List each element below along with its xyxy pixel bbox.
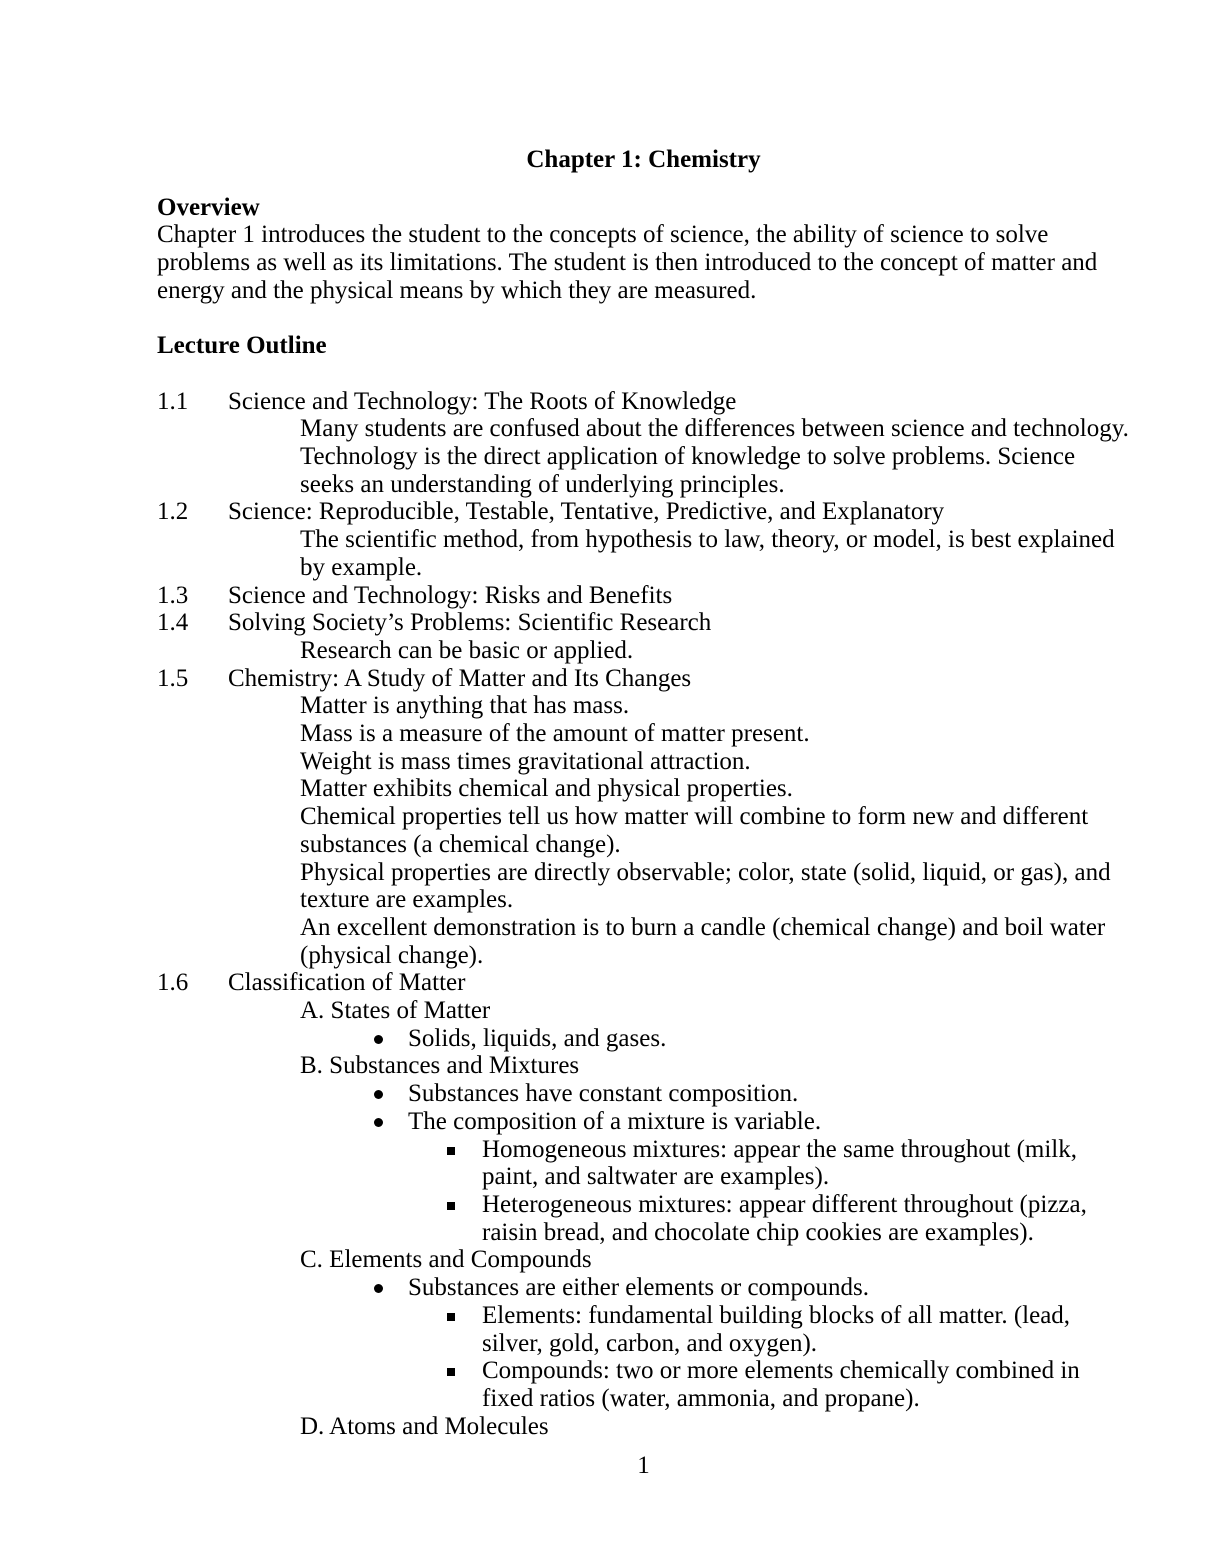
letter-heading: D. Atoms and Molecules	[300, 1412, 549, 1440]
bullet-text: The composition of a mixture is variable.	[408, 1107, 822, 1135]
item-note: Mass is a measure of the amount of matter present.	[300, 720, 810, 748]
item-number: 1.2	[157, 498, 189, 526]
item-note: Matter is anything that has mass.	[300, 692, 630, 720]
outline-item	[157, 498, 1130, 581]
item-note: Chemical properties tell us how matter will combine to form new and different substances (a chemical change).	[300, 803, 1089, 858]
bullet-square-icon	[447, 1202, 455, 1210]
outline-item-head	[157, 582, 1130, 610]
item-note: Physical properties are directly observable; color, state (solid, liquid, or gas), and texture are examples.	[300, 858, 1111, 914]
item-title: Chemistry: A Study of Matter and Its Changes	[228, 664, 692, 692]
outline-item-head	[157, 969, 1130, 997]
bullet-item	[157, 1136, 1130, 1191]
document-content	[157, 146, 1130, 1440]
bullet-item	[157, 1025, 1130, 1053]
bullet-text: Compounds: two or more elements chemically combined in fixed ratios (water, ammonia, and propane).	[482, 1357, 1080, 1412]
page-title: Chapter 1: Chemistry	[526, 146, 761, 173]
bullet-dot-icon	[374, 1284, 383, 1293]
bullet-square-icon	[447, 1147, 455, 1155]
page-number: 1	[637, 1452, 650, 1479]
bullet-square-icon	[447, 1313, 455, 1321]
bullet-item	[157, 1191, 1130, 1246]
item-note: The scientific method, from hypothesis to law, theory, or model, is best explained by example.	[300, 526, 1115, 581]
bullet-text: Solids, liquids, and gases.	[408, 1024, 667, 1052]
item-title: Science and Technology: The Roots of Knowledge	[228, 387, 737, 415]
item-title: Science and Technology: Risks and Benefits	[228, 581, 673, 609]
bullet-text: Substances are either elements or compounds.	[408, 1274, 869, 1302]
letter-heading: B. Substances and Mixtures	[300, 1052, 580, 1080]
bullet-item	[157, 1080, 1130, 1108]
outline-item	[157, 665, 1130, 970]
bullet-dot-icon	[374, 1118, 383, 1127]
outline-item	[157, 969, 1130, 1440]
bullet-item	[157, 1302, 1130, 1357]
item-title: Science: Reproducible, Testable, Tentative, Predictive, and Explanatory	[228, 498, 945, 526]
item-note: Many students are confused about the differences between science and technology.	[300, 415, 1129, 443]
item-note: Technology is the direct application of knowledge to solve problems. Science seeks an understanding of underlying principles.	[300, 443, 1076, 498]
item-note: Research can be basic or applied.	[300, 636, 634, 664]
item-number: 1.4	[157, 609, 189, 637]
item-number: 1.6	[157, 969, 189, 997]
outline-item-head	[157, 609, 1130, 637]
bullet-square-icon	[447, 1368, 455, 1376]
outline-item	[157, 388, 1130, 499]
bullet-text: Elements: fundamental building blocks of all matter. (lead, silver, gold, carbon, and oxygen).	[482, 1301, 1071, 1357]
bullet-text: Homogeneous mixtures: appear the same throughout (milk, paint, and saltwater are examples).	[482, 1135, 1078, 1191]
outline-item	[157, 609, 1130, 664]
item-note: An excellent demonstration is to burn a candle (chemical change) and boil water (physical change).	[300, 913, 1106, 969]
bullet-item	[157, 1357, 1130, 1412]
bullet-item	[157, 1274, 1130, 1302]
bullet-item	[157, 1108, 1130, 1136]
item-note: Matter exhibits chemical and physical properties.	[300, 775, 793, 803]
lecture-outline	[157, 388, 1130, 1441]
bullet-text: Substances have constant composition.	[408, 1080, 799, 1108]
item-number: 1.3	[157, 581, 189, 609]
letter-heading: C. Elements and Compounds	[300, 1246, 592, 1274]
outline-item-head	[157, 665, 1130, 693]
outline-item-head	[157, 388, 1130, 416]
outline-item-head	[157, 498, 1130, 526]
item-number: 1.1	[157, 387, 189, 415]
item-note: Weight is mass times gravitational attraction.	[300, 747, 751, 775]
item-number: 1.5	[157, 664, 189, 692]
overview-heading: Overview	[157, 193, 260, 221]
outline-item	[157, 582, 1130, 610]
bullet-text: Heterogeneous mixtures: appear different throughout (pizza, raisin bread, and chocolate chip cookies are examples).	[482, 1190, 1087, 1246]
letter-heading: A. States of Matter	[300, 997, 491, 1025]
lecture-outline-heading: Lecture Outline	[157, 332, 327, 360]
bullet-dot-icon	[374, 1090, 383, 1099]
overview-paragraph: Chapter 1 introduces the student to the concepts of science, the ability of science to solve problems as well as its limitations. The student is then introduced to the concept of matter and energy and the physical means by which they are measured.	[157, 221, 1098, 304]
item-title: Classification of Matter	[228, 969, 466, 997]
bullet-dot-icon	[374, 1035, 383, 1044]
item-title: Solving Society’s Problems: Scientific Research	[228, 609, 712, 637]
